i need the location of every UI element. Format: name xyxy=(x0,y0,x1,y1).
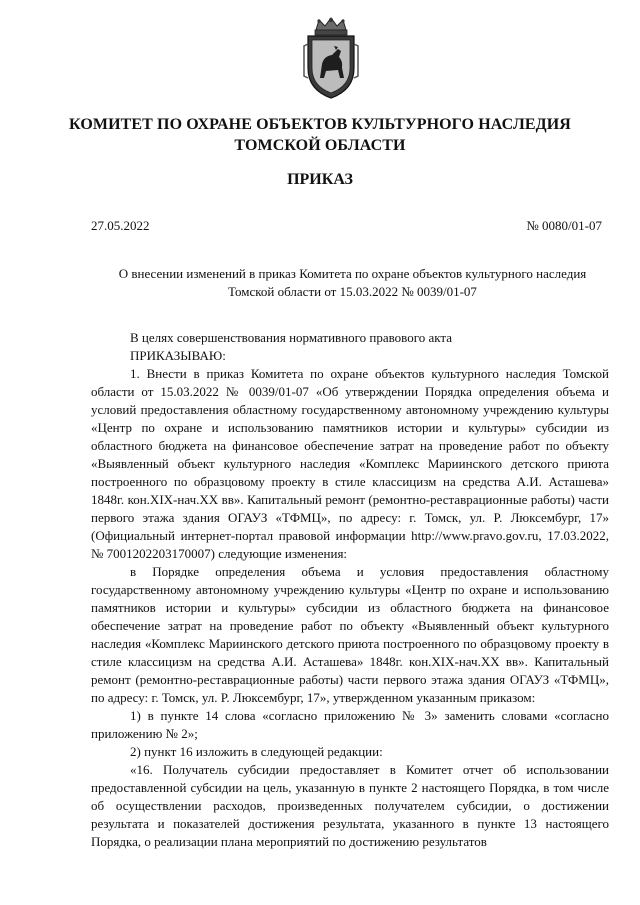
order-subject-line-2: Томской области от 15.03.2022 № 0039/01-07 xyxy=(228,284,477,299)
subitem-1-paragraph: 1) в пункте 14 слова «согласно приложению № 3» заменить словами «согласно приложению № 2»; xyxy=(91,708,609,741)
order-word: ПРИКАЗЫВАЮ: xyxy=(130,348,226,363)
organization-title-line-1: КОМИТЕТ ПО ОХРАНЕ ОБЪЕКТОВ КУЛЬТУРНОГО НАСЛЕДИЯ xyxy=(69,116,571,133)
subitem-2-paragraph: 2) пункт 16 изложить в следующей редакции: xyxy=(130,744,383,759)
item-1-paragraph: 1. Внести в приказ Комитета по охране объектов культурного наследия Томской области от 15.03.2022 № 0039/01-07 «Об утверждении Порядка определения объема и условий предоставления областному государственному автономному учреждению культуры «Центр по охране и использованию памятников истории и культуры» субсидии из областного бюджета на финансовое обеспечение затрат на проведение работ по объекту «Выявленный объект культурного наследия «Комплекс Мариинского детского приюта построенного по образцовому проекту в стиле классицизм на средства А.И. Асташева» 1848г. кон.XIX-нач.XX вв». Капитальный ремонт (ремонтно-реставрационные работы) части первого этажа здания ОГАУЗ «ТФМЦ», по адресу: г. Томск, ул. Р. Люксембург, 17» (Официальный интернет-портал правовой информации http://www.pravo.gov.ru, 17.03.2022, № 7001202203170007) следующие изменения: xyxy=(91,366,609,561)
order-subject xyxy=(91,265,614,301)
organization-title-line-2: ТОМСКОЙ ОБЛАСТИ xyxy=(234,137,406,154)
tomsk-region-coat-of-arms-icon xyxy=(300,16,362,100)
quoted-clause-16: «16. Получатель субсидии предоставляет в Комитет отчет об использовании предоставленной субсидии на цель, указанную в пункте 2 настоящего Порядка, в том числе об осуществлении расходов, произведенных получателем субсидии, о достижении результата и показателей достижения результата, указанного в пункте 13 настоящего Порядка, о реализации плана мероприятий по достижению результатов xyxy=(91,762,609,849)
organization-title xyxy=(40,114,600,156)
order-number: № 0080/01-07 xyxy=(526,218,602,233)
order-body xyxy=(91,329,609,851)
order-date: 27.05.2022 xyxy=(91,218,150,233)
document-type-heading: ПРИКАЗ xyxy=(287,171,353,188)
amendment-paragraph: в Порядке определения объема и условия предоставления областному государственному автономному учреждению культуры «Центр по охране и использованию памятников истории и культуры» субсидии из областного бюджета на финансовое обеспечение затрат на проведение работ по объекту «Выявленный объект культурного наследия «Комплекс Мариинского детского приюта построенного по образцовому проекту в стиле классицизм на средства А.И. Асташева» 1848г. кон.XIX-нач.XX вв». Капитальный ремонт (ремонтно-реставрационные работы) части первого этажа здания ОГАУЗ «ТФМЦ», по адресу: г. Томск, ул. Р. Люксембург, 17», утвержденном указанным приказом: xyxy=(91,564,609,705)
purpose-paragraph: В целях совершенствования нормативного правового акта xyxy=(130,330,453,345)
order-subject-line-1: О внесении изменений в приказ Комитета по охране объектов культурного наследия xyxy=(118,266,587,281)
